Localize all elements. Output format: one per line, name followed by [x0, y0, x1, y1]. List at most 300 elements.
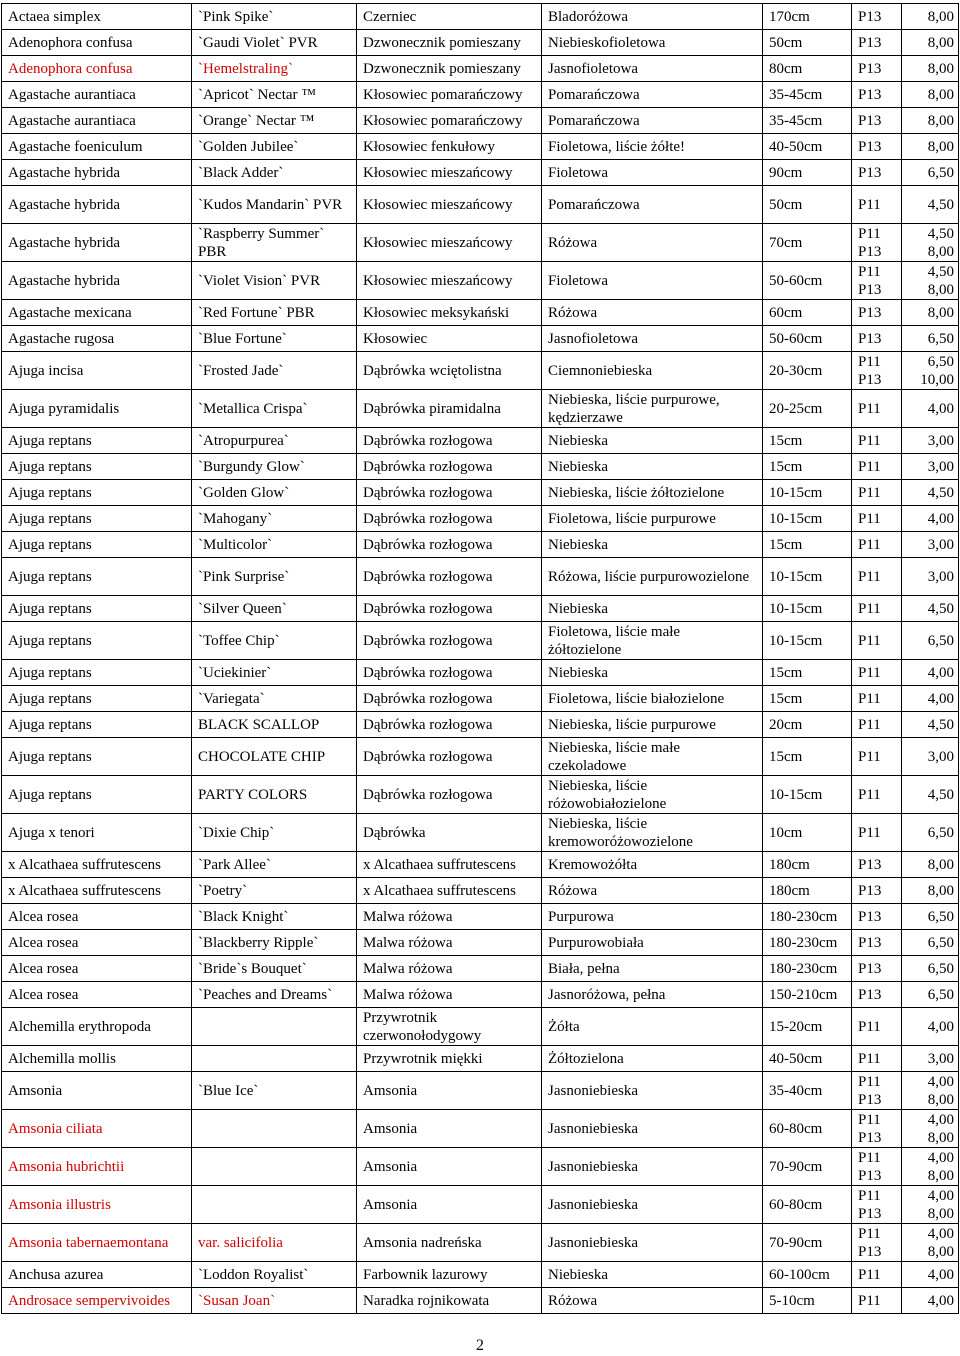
table-row: [2, 506, 959, 532]
height-cell: 70-90cm: [763, 1224, 852, 1262]
pot-size-cell: P13: [852, 956, 902, 982]
price-cell: 6,50: [902, 160, 959, 186]
page-number: 2: [476, 1337, 484, 1354]
table-row: [2, 712, 959, 738]
flower-color-cell: Jasnofioletowa: [542, 326, 763, 352]
polish-name-cell: Malwa różowa: [357, 904, 542, 930]
polish-name-cell: Kłosowiec pomarańczowy: [357, 108, 542, 134]
pot-size-cell: P11 P13: [852, 1072, 902, 1110]
polish-name-cell: Amsonia: [357, 1186, 542, 1224]
price-cell: 8,00: [902, 4, 959, 30]
flower-color-cell: Jasnoróżowa, pełna: [542, 982, 763, 1008]
cultivar-cell: `Susan Joan`: [192, 1288, 357, 1314]
latin-name-cell: x Alcathaea suffrutescens: [2, 852, 192, 878]
flower-color-cell: Niebieska, liście małe czekoladowe: [542, 738, 763, 776]
table-row: [2, 4, 959, 30]
price-cell: 4,50: [902, 596, 959, 622]
pot-size-cell: P11: [852, 1288, 902, 1314]
table-row: [2, 1072, 959, 1110]
cultivar-cell: `Violet Vision` PVR: [192, 262, 357, 300]
table-row: [2, 1148, 959, 1186]
pot-size-cell: P13: [852, 56, 902, 82]
price-cell: 3,00: [902, 558, 959, 596]
cultivar-cell: `Uciekinier`: [192, 660, 357, 686]
pot-size-cell: P13: [852, 904, 902, 930]
latin-name-cell: Ajuga reptans: [2, 738, 192, 776]
table-row: [2, 776, 959, 814]
latin-name-cell: Alcea rosea: [2, 982, 192, 1008]
height-cell: 180-230cm: [763, 956, 852, 982]
cultivar-cell: [192, 1148, 357, 1186]
price-cell: 6,50: [902, 982, 959, 1008]
latin-name-cell: Amsonia: [2, 1072, 192, 1110]
table-row: [2, 1224, 959, 1262]
height-cell: 15cm: [763, 428, 852, 454]
cultivar-cell: `Loddon Royalist`: [192, 1262, 357, 1288]
cultivar-cell: `Black Knight`: [192, 904, 357, 930]
pot-size-cell: P13: [852, 930, 902, 956]
pot-size-cell: P13: [852, 982, 902, 1008]
height-cell: 10-15cm: [763, 776, 852, 814]
table-row: [2, 686, 959, 712]
height-cell: 15cm: [763, 454, 852, 480]
height-cell: 50-60cm: [763, 262, 852, 300]
flower-color-cell: Purpurowobiała: [542, 930, 763, 956]
polish-name-cell: Czerniec: [357, 4, 542, 30]
latin-name-cell: Ajuga reptans: [2, 454, 192, 480]
pot-size-cell: P13: [852, 326, 902, 352]
pot-size-cell: P11 P13: [852, 1148, 902, 1186]
table-row: [2, 1110, 959, 1148]
latin-name-cell: Alcea rosea: [2, 956, 192, 982]
polish-name-cell: Dzwonecznik pomieszany: [357, 56, 542, 82]
latin-name-cell: Anchusa azurea: [2, 1262, 192, 1288]
pot-size-cell: P11 P13: [852, 1186, 902, 1224]
polish-name-cell: Kłosowiec: [357, 326, 542, 352]
height-cell: 10-15cm: [763, 558, 852, 596]
height-cell: 60-80cm: [763, 1186, 852, 1224]
price-cell: 4,50: [902, 776, 959, 814]
flower-color-cell: Niebieska, liście purpurowe, kędzierzawe: [542, 390, 763, 428]
latin-name-cell: Actaea simplex: [2, 4, 192, 30]
latin-name-cell: Ajuga reptans: [2, 506, 192, 532]
pot-size-cell: P11: [852, 596, 902, 622]
height-cell: 35-45cm: [763, 82, 852, 108]
polish-name-cell: Dąbrówka rozłogowa: [357, 712, 542, 738]
height-cell: 60cm: [763, 300, 852, 326]
price-cell: 3,00: [902, 738, 959, 776]
height-cell: 35-45cm: [763, 108, 852, 134]
latin-name-cell: Ajuga reptans: [2, 686, 192, 712]
polish-name-cell: Amsonia: [357, 1110, 542, 1148]
cultivar-cell: `Variegata`: [192, 686, 357, 712]
height-cell: 60-80cm: [763, 1110, 852, 1148]
flower-color-cell: Fioletowa: [542, 160, 763, 186]
pot-size-cell: P11 P13: [852, 262, 902, 300]
price-cell: 6,50: [902, 814, 959, 852]
latin-name-cell: Amsonia tabernaemontana: [2, 1224, 192, 1262]
price-cell: 8,00: [902, 300, 959, 326]
table-row: [2, 558, 959, 596]
latin-name-cell: Ajuga x tenori: [2, 814, 192, 852]
polish-name-cell: Dąbrówka piramidalna: [357, 390, 542, 428]
cultivar-cell: [192, 1046, 357, 1072]
polish-name-cell: Dąbrówka rozłogowa: [357, 480, 542, 506]
price-cell: 6,50: [902, 930, 959, 956]
height-cell: 170cm: [763, 4, 852, 30]
flower-color-cell: Purpurowa: [542, 904, 763, 930]
height-cell: 180cm: [763, 852, 852, 878]
latin-name-cell: Ajuga pyramidalis: [2, 390, 192, 428]
height-cell: 10-15cm: [763, 622, 852, 660]
latin-name-cell: Agastache hybrida: [2, 186, 192, 224]
flower-color-cell: Jasnoniebieska: [542, 1224, 763, 1262]
flower-color-cell: Jasnoniebieska: [542, 1186, 763, 1224]
flower-color-cell: Różowa: [542, 1288, 763, 1314]
table-row: [2, 814, 959, 852]
flower-color-cell: Różowa, liście purpurowozielone: [542, 558, 763, 596]
flower-color-cell: Fioletowa, liście białozielone: [542, 686, 763, 712]
latin-name-cell: Ajuga reptans: [2, 558, 192, 596]
table-row: [2, 1046, 959, 1072]
polish-name-cell: Dąbrówka rozłogowa: [357, 686, 542, 712]
price-cell: 4,00: [902, 390, 959, 428]
table-row: [2, 1262, 959, 1288]
polish-name-cell: Dąbrówka rozłogowa: [357, 622, 542, 660]
height-cell: 20-25cm: [763, 390, 852, 428]
price-cell: 4,00: [902, 1008, 959, 1046]
height-cell: 15cm: [763, 686, 852, 712]
table-row: [2, 1008, 959, 1046]
flower-color-cell: Różowa: [542, 300, 763, 326]
table-row: [2, 224, 959, 262]
price-cell: 4,00 8,00: [902, 1186, 959, 1224]
price-cell: 6,50: [902, 956, 959, 982]
flower-color-cell: Fioletowa, liście małe żółtozielone: [542, 622, 763, 660]
price-cell: 4,50: [902, 186, 959, 224]
price-cell: 4,00 8,00: [902, 1072, 959, 1110]
height-cell: 180-230cm: [763, 930, 852, 956]
cultivar-cell: `Multicolor`: [192, 532, 357, 558]
height-cell: 50cm: [763, 186, 852, 224]
cultivar-cell: [192, 1186, 357, 1224]
latin-name-cell: Alchemilla erythropoda: [2, 1008, 192, 1046]
pot-size-cell: P11: [852, 1008, 902, 1046]
latin-name-cell: Amsonia ciliata: [2, 1110, 192, 1148]
flower-color-cell: Jasnoniebieska: [542, 1072, 763, 1110]
polish-name-cell: Kłosowiec meksykański: [357, 300, 542, 326]
pot-size-cell: P13: [852, 160, 902, 186]
height-cell: 80cm: [763, 56, 852, 82]
pot-size-cell: P11 P13: [852, 224, 902, 262]
cultivar-cell: `Kudos Mandarin` PVR: [192, 186, 357, 224]
cultivar-cell: `Poetry`: [192, 878, 357, 904]
table-row: [2, 1288, 959, 1314]
polish-name-cell: Dąbrówka: [357, 814, 542, 852]
cultivar-cell: `Pink Surprise`: [192, 558, 357, 596]
price-cell: 4,00: [902, 1288, 959, 1314]
pot-size-cell: P13: [852, 30, 902, 56]
polish-name-cell: Kłosowiec mieszańcowy: [357, 224, 542, 262]
price-cell: 8,00: [902, 134, 959, 160]
latin-name-cell: Agastache hybrida: [2, 262, 192, 300]
latin-name-cell: Alcea rosea: [2, 904, 192, 930]
cultivar-cell: `Golden Glow`: [192, 480, 357, 506]
flower-color-cell: Biała, pełna: [542, 956, 763, 982]
latin-name-cell: Ajuga incisa: [2, 352, 192, 390]
latin-name-cell: Adenophora confusa: [2, 56, 192, 82]
latin-name-cell: Ajuga reptans: [2, 532, 192, 558]
price-cell: 6,50: [902, 326, 959, 352]
height-cell: 60-100cm: [763, 1262, 852, 1288]
table-row: [2, 738, 959, 776]
flower-color-cell: Pomarańczowa: [542, 186, 763, 224]
flower-color-cell: Niebieska: [542, 1262, 763, 1288]
cultivar-cell: `Red Fortune` PBR: [192, 300, 357, 326]
table-row: [2, 480, 959, 506]
height-cell: 40-50cm: [763, 134, 852, 160]
flower-color-cell: Różowa: [542, 878, 763, 904]
cultivar-cell: PARTY COLORS: [192, 776, 357, 814]
pot-size-cell: P11: [852, 428, 902, 454]
flower-color-cell: Niebieska: [542, 454, 763, 480]
pot-size-cell: P11: [852, 738, 902, 776]
cultivar-cell: CHOCOLATE CHIP: [192, 738, 357, 776]
flower-color-cell: Fioletowa, liście żółte!: [542, 134, 763, 160]
pot-size-cell: P11: [852, 776, 902, 814]
height-cell: 10-15cm: [763, 506, 852, 532]
height-cell: 10-15cm: [763, 480, 852, 506]
height-cell: 50cm: [763, 30, 852, 56]
polish-name-cell: Przywrotnik czerwonołodygowy: [357, 1008, 542, 1046]
polish-name-cell: Malwa różowa: [357, 982, 542, 1008]
flower-color-cell: Jasnofioletowa: [542, 56, 763, 82]
height-cell: 70cm: [763, 224, 852, 262]
flower-color-cell: Bladoróżowa: [542, 4, 763, 30]
flower-color-cell: Niebieska: [542, 532, 763, 558]
flower-color-cell: Ciemnoniebieska: [542, 352, 763, 390]
pot-size-cell: P11: [852, 1262, 902, 1288]
price-cell: 8,00: [902, 878, 959, 904]
table-row: [2, 160, 959, 186]
pot-size-cell: P11: [852, 390, 902, 428]
polish-name-cell: Dąbrówka rozłogowa: [357, 558, 542, 596]
price-cell: 8,00: [902, 30, 959, 56]
cultivar-cell: `Orange` Nectar ™: [192, 108, 357, 134]
flower-color-cell: Niebieskofioletowa: [542, 30, 763, 56]
table-row: [2, 56, 959, 82]
polish-name-cell: Dąbrówka rozłogowa: [357, 596, 542, 622]
table-row: [2, 390, 959, 428]
table-row: [2, 622, 959, 660]
latin-name-cell: x Alcathaea suffrutescens: [2, 878, 192, 904]
latin-name-cell: Androsace sempervivoides: [2, 1288, 192, 1314]
table-row: [2, 930, 959, 956]
latin-name-cell: Ajuga reptans: [2, 480, 192, 506]
height-cell: 180-230cm: [763, 904, 852, 930]
flower-color-cell: Kremowożółta: [542, 852, 763, 878]
pot-size-cell: P13: [852, 108, 902, 134]
table-row: [2, 186, 959, 224]
latin-name-cell: Alcea rosea: [2, 930, 192, 956]
flower-color-cell: Niebieska, liście żółtozielone: [542, 480, 763, 506]
cultivar-cell: `Hemelstraling`: [192, 56, 357, 82]
latin-name-cell: Agastache aurantiaca: [2, 108, 192, 134]
table-body: [2, 4, 959, 1314]
flower-color-cell: Niebieska, liście różowobiałozielone: [542, 776, 763, 814]
cultivar-cell: `Metallica Crispa`: [192, 390, 357, 428]
latin-name-cell: Agastache aurantiaca: [2, 82, 192, 108]
pot-size-cell: P11 P13: [852, 352, 902, 390]
height-cell: 5-10cm: [763, 1288, 852, 1314]
table-row: [2, 108, 959, 134]
height-cell: 10-15cm: [763, 596, 852, 622]
polish-name-cell: Przywrotnik miękki: [357, 1046, 542, 1072]
table-row: [2, 300, 959, 326]
cultivar-cell: `Atropurpurea`: [192, 428, 357, 454]
pot-size-cell: P11: [852, 186, 902, 224]
table-row: [2, 428, 959, 454]
latin-name-cell: Ajuga reptans: [2, 660, 192, 686]
price-cell: 8,00: [902, 56, 959, 82]
flower-color-cell: Żółtozielona: [542, 1046, 763, 1072]
height-cell: 180cm: [763, 878, 852, 904]
pot-size-cell: P13: [852, 82, 902, 108]
pot-size-cell: P11: [852, 454, 902, 480]
price-cell: 8,00: [902, 852, 959, 878]
latin-name-cell: Amsonia hubrichtii: [2, 1148, 192, 1186]
cultivar-cell: `Blue Ice`: [192, 1072, 357, 1110]
price-cell: 6,50: [902, 622, 959, 660]
latin-name-cell: Agastache mexicana: [2, 300, 192, 326]
cultivar-cell: `Blue Fortune`: [192, 326, 357, 352]
pot-size-cell: P11: [852, 480, 902, 506]
polish-name-cell: Malwa różowa: [357, 956, 542, 982]
pot-size-cell: P11: [852, 1046, 902, 1072]
price-cell: 4,00 8,00: [902, 1148, 959, 1186]
latin-name-cell: Ajuga reptans: [2, 428, 192, 454]
flower-color-cell: Żółta: [542, 1008, 763, 1046]
height-cell: 150-210cm: [763, 982, 852, 1008]
price-cell: 4,50 8,00: [902, 224, 959, 262]
pot-size-cell: P13: [852, 300, 902, 326]
cultivar-cell: `Raspberry Summer` PBR: [192, 224, 357, 262]
height-cell: 35-40cm: [763, 1072, 852, 1110]
table-row: [2, 596, 959, 622]
plant-price-table: [1, 3, 959, 1314]
price-cell: 4,50: [902, 480, 959, 506]
pot-size-cell: P11: [852, 660, 902, 686]
pot-size-cell: P13: [852, 878, 902, 904]
cultivar-cell: `Black Adder`: [192, 160, 357, 186]
flower-color-cell: Fioletowa: [542, 262, 763, 300]
flower-color-cell: Różowa: [542, 224, 763, 262]
table-row: [2, 904, 959, 930]
pot-size-cell: P13: [852, 4, 902, 30]
price-cell: 4,00: [902, 660, 959, 686]
pot-size-cell: P13: [852, 852, 902, 878]
cultivar-cell: `Pink Spike`: [192, 4, 357, 30]
flower-color-cell: Pomarańczowa: [542, 82, 763, 108]
price-cell: 3,00: [902, 428, 959, 454]
table-row: [2, 956, 959, 982]
table-row: [2, 134, 959, 160]
polish-name-cell: Dzwonecznik pomieszany: [357, 30, 542, 56]
table-row: [2, 852, 959, 878]
pot-size-cell: P11: [852, 506, 902, 532]
polish-name-cell: Dąbrówka wciętolistna: [357, 352, 542, 390]
polish-name-cell: Amsonia: [357, 1148, 542, 1186]
cultivar-cell: `Peaches and Dreams`: [192, 982, 357, 1008]
cultivar-cell: [192, 1110, 357, 1148]
latin-name-cell: Amsonia illustris: [2, 1186, 192, 1224]
cultivar-cell: [192, 1008, 357, 1046]
table-row: [2, 878, 959, 904]
price-cell: 4,00: [902, 686, 959, 712]
cultivar-cell: `Frosted Jade`: [192, 352, 357, 390]
pot-size-cell: P11 P13: [852, 1224, 902, 1262]
polish-name-cell: Amsonia: [357, 1072, 542, 1110]
cultivar-cell: `Bride`s Bouquet`: [192, 956, 357, 982]
polish-name-cell: Dąbrówka rozłogowa: [357, 428, 542, 454]
table-row: [2, 352, 959, 390]
cultivar-cell: `Burgundy Glow`: [192, 454, 357, 480]
pot-size-cell: P11: [852, 814, 902, 852]
cultivar-cell: `Mahogany`: [192, 506, 357, 532]
polish-name-cell: x Alcathaea suffrutescens: [357, 852, 542, 878]
flower-color-cell: Jasnoniebieska: [542, 1110, 763, 1148]
height-cell: 40-50cm: [763, 1046, 852, 1072]
pot-size-cell: P11: [852, 712, 902, 738]
polish-name-cell: Amsonia nadreńska: [357, 1224, 542, 1262]
cultivar-cell: `Gaudi Violet` PVR: [192, 30, 357, 56]
flower-color-cell: Niebieska: [542, 660, 763, 686]
latin-name-cell: Alchemilla mollis: [2, 1046, 192, 1072]
flower-color-cell: Jasnoniebieska: [542, 1148, 763, 1186]
table-row: [2, 454, 959, 480]
table-row: [2, 262, 959, 300]
pot-size-cell: P11: [852, 532, 902, 558]
cultivar-cell: `Dixie Chip`: [192, 814, 357, 852]
cultivar-cell: `Silver Queen`: [192, 596, 357, 622]
price-cell: 4,50 8,00: [902, 262, 959, 300]
price-cell: 4,00: [902, 1262, 959, 1288]
polish-name-cell: Dąbrówka rozłogowa: [357, 660, 542, 686]
polish-name-cell: Dąbrówka rozłogowa: [357, 506, 542, 532]
flower-color-cell: Niebieska: [542, 428, 763, 454]
flower-color-cell: Fioletowa, liście purpurowe: [542, 506, 763, 532]
latin-name-cell: Ajuga reptans: [2, 596, 192, 622]
table-row: [2, 660, 959, 686]
table-row: [2, 532, 959, 558]
cultivar-cell: `Golden Jubilee`: [192, 134, 357, 160]
latin-name-cell: Agastache hybrida: [2, 224, 192, 262]
polish-name-cell: Malwa różowa: [357, 930, 542, 956]
price-cell: 8,00: [902, 82, 959, 108]
polish-name-cell: Kłosowiec pomarańczowy: [357, 82, 542, 108]
polish-name-cell: Dąbrówka rozłogowa: [357, 454, 542, 480]
polish-name-cell: Dąbrówka rozłogowa: [357, 776, 542, 814]
table-row: [2, 30, 959, 56]
price-cell: 6,50 10,00: [902, 352, 959, 390]
pot-size-cell: P11: [852, 558, 902, 596]
latin-name-cell: Ajuga reptans: [2, 712, 192, 738]
height-cell: 15-20cm: [763, 1008, 852, 1046]
latin-name-cell: Ajuga reptans: [2, 776, 192, 814]
price-cell: 4,00 8,00: [902, 1110, 959, 1148]
pot-size-cell: P11 P13: [852, 1110, 902, 1148]
price-cell: 3,00: [902, 454, 959, 480]
